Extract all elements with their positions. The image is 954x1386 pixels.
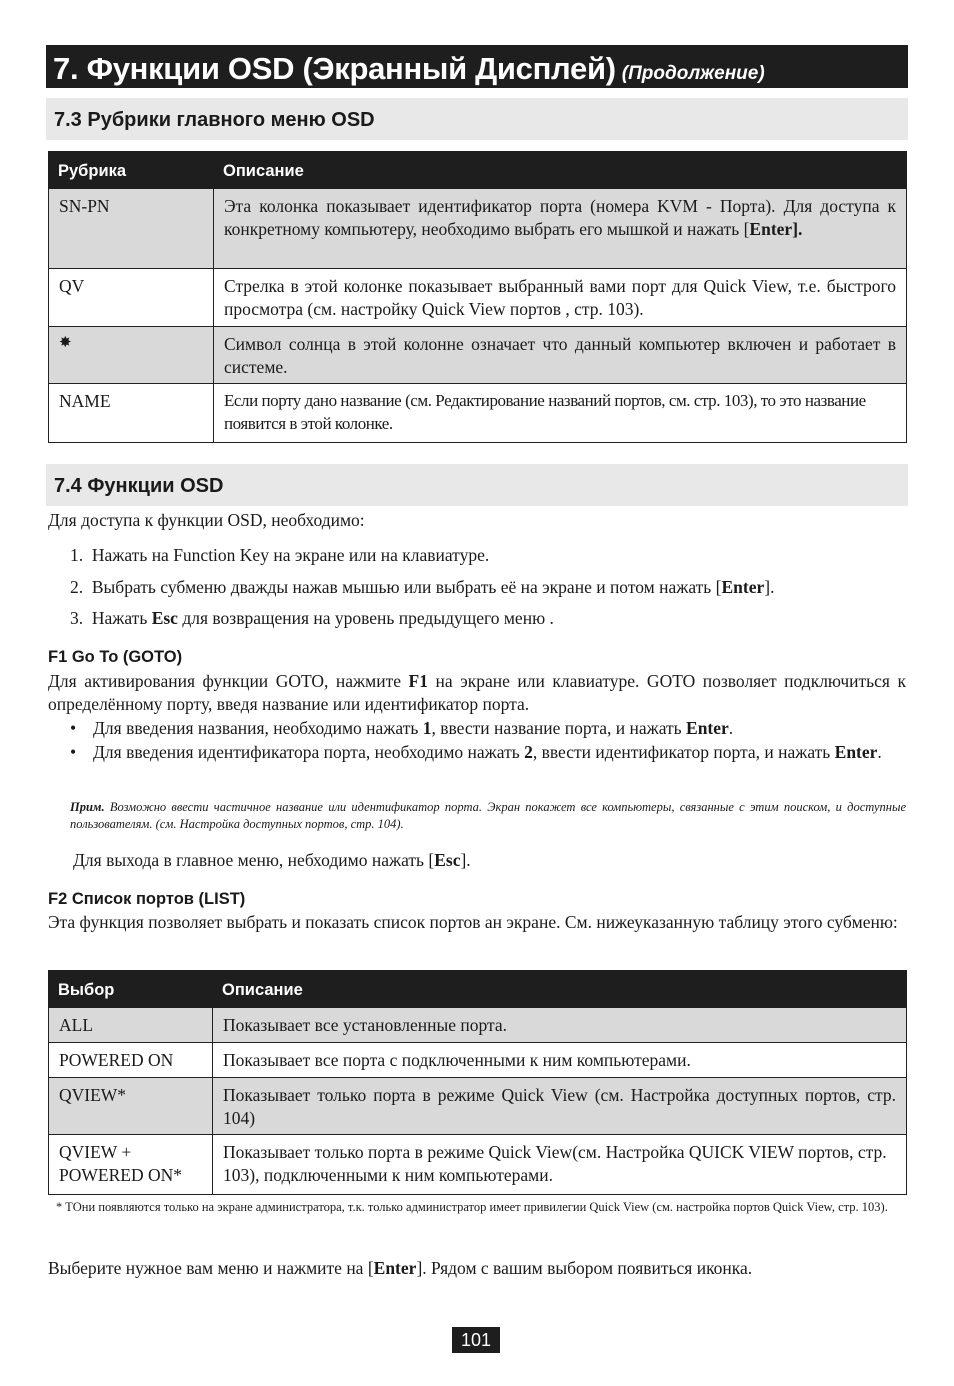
- table-row: [49, 1042, 907, 1077]
- list-options-table: [48, 970, 907, 1195]
- table-row: [49, 1007, 907, 1042]
- row-key: POWERED ON: [49, 1042, 213, 1077]
- row-key: QVIEW*: [49, 1077, 213, 1135]
- column-header: Описание: [214, 152, 907, 189]
- row-description: Показывает только порта в режиме Quick View (см. Настройка доступных портов, стр. 104): [213, 1077, 907, 1135]
- row-description: Стрелка в этой колонке показывает выбранный вами порт для Quick View, т.е. быстрого просмотра (см. настройку Quick View портов , стр. 103).: [214, 268, 907, 326]
- f2-paragraph: Эта функция позволяет выбрать и показать список портов ан экране. См. нижеуказанную таблицу этого субменю:: [48, 912, 898, 932]
- table-row: [49, 384, 907, 443]
- exit-instruction: Для выхода в главное меню, небходимо нажать [Esc].: [73, 850, 471, 870]
- row-description: Показывает все порта с подключенными к ним компьютерами.: [213, 1042, 907, 1077]
- final-instruction: Выберите нужное вам меню и нажмите на [Enter]. Рядом с вашим выбором появиться иконка.: [48, 1258, 753, 1278]
- table-row: [49, 1135, 907, 1195]
- list-item: 1. Нажать на Function Key на экране или на клавиатуре.: [70, 545, 490, 565]
- page-subtitle: (Продолжение): [621, 63, 765, 84]
- list-item: 3. Нажать Esc для возвращения на уровень предыдущего меню .: [70, 608, 554, 628]
- list-item: • Для введения названия, необходимо нажать 1, ввести название порта, и нажать Enter.: [70, 717, 906, 740]
- row-key: QVIEW + POWERED ON*: [49, 1135, 213, 1195]
- section-heading-7-3: 7.3 Рубрики главного меню OSD: [46, 98, 908, 140]
- list-item: • Для введения идентификатора порта, необходимо нажать 2, ввести идентификатор порта, и нажать Enter.: [70, 741, 906, 764]
- f1-paragraph: Для активирования функции GOTO, нажмите F1 на экране или клавиатуре. GOTO позволяет подключиться к определённому порту, введя название или идентификатор порта.: [48, 671, 906, 715]
- column-header: Рубрика: [49, 152, 214, 189]
- column-header: Описание: [213, 971, 907, 1008]
- intro-text: Для доступа к функции OSD, необходимо:: [48, 510, 365, 530]
- section-heading-7-4: 7.4 Функции OSD: [46, 464, 908, 506]
- page-title-bar: [46, 45, 908, 88]
- footnote: * TОни появляются только на экране администратора, т.к. только администратор имеет привилегии Quick View (см. настройка портов Quick View, стр. 103).: [56, 1200, 888, 1214]
- f1-heading: F1 Go To (GOTO): [48, 648, 183, 666]
- row-description: Показывает только порта в режиме Quick View(см. Настройка QUICK VIEW портов, стр. 103), подключенными к ним компьютерами.: [213, 1135, 907, 1195]
- bullet-icon: •: [70, 742, 77, 762]
- osd-columns-table: [48, 151, 907, 443]
- row-description: Показывает все установленные порта.: [213, 1007, 907, 1042]
- f2-heading: F2 Список портов (LIST): [48, 890, 246, 908]
- table-row: [49, 268, 907, 326]
- row-description: Символ солнца в этой колонне означает что данный компьютер включен и работает в системе.: [214, 326, 907, 384]
- row-key: SN-PN: [49, 188, 214, 268]
- row-description: Если порту дано название (см. Редактирование названий портов, см. стр. 103), то это название появится в этой колонке.: [214, 384, 907, 443]
- note-text: Прим. Возможно ввести частичное название или идентификатор порта. Экран покажет все компьютеры, связанные с этим поиском, и доступные пользователям. (см. Настройка доступных портов, стр. 104).: [70, 800, 906, 831]
- table-row: [49, 326, 907, 384]
- table-header-row: [49, 971, 907, 1008]
- table-row: [49, 1077, 907, 1135]
- list-item: 2. Выбрать субменю дважды нажав мышью или выбрать её на экране и потом нажать [Enter].: [70, 577, 775, 597]
- page-number: 101: [452, 1327, 500, 1353]
- row-key: QV: [49, 268, 214, 326]
- sun-symbol-icon: ✸: [49, 326, 214, 384]
- row-description: Эта колонка показывает идентификатор порта (номера KVM - Порта). Для доступа к конкретному компьютеру, необходимо выбрать его мышкой и нажать [Enter].: [214, 188, 907, 268]
- page-title: 7. Функции OSD (Экранный Дисплей): [53, 51, 616, 86]
- bullet-icon: •: [70, 718, 77, 738]
- table-row: [49, 188, 907, 268]
- table-header-row: [49, 152, 907, 189]
- row-key: ALL: [49, 1007, 213, 1042]
- column-header: Выбор: [49, 971, 213, 1008]
- row-key: NAME: [49, 384, 214, 443]
